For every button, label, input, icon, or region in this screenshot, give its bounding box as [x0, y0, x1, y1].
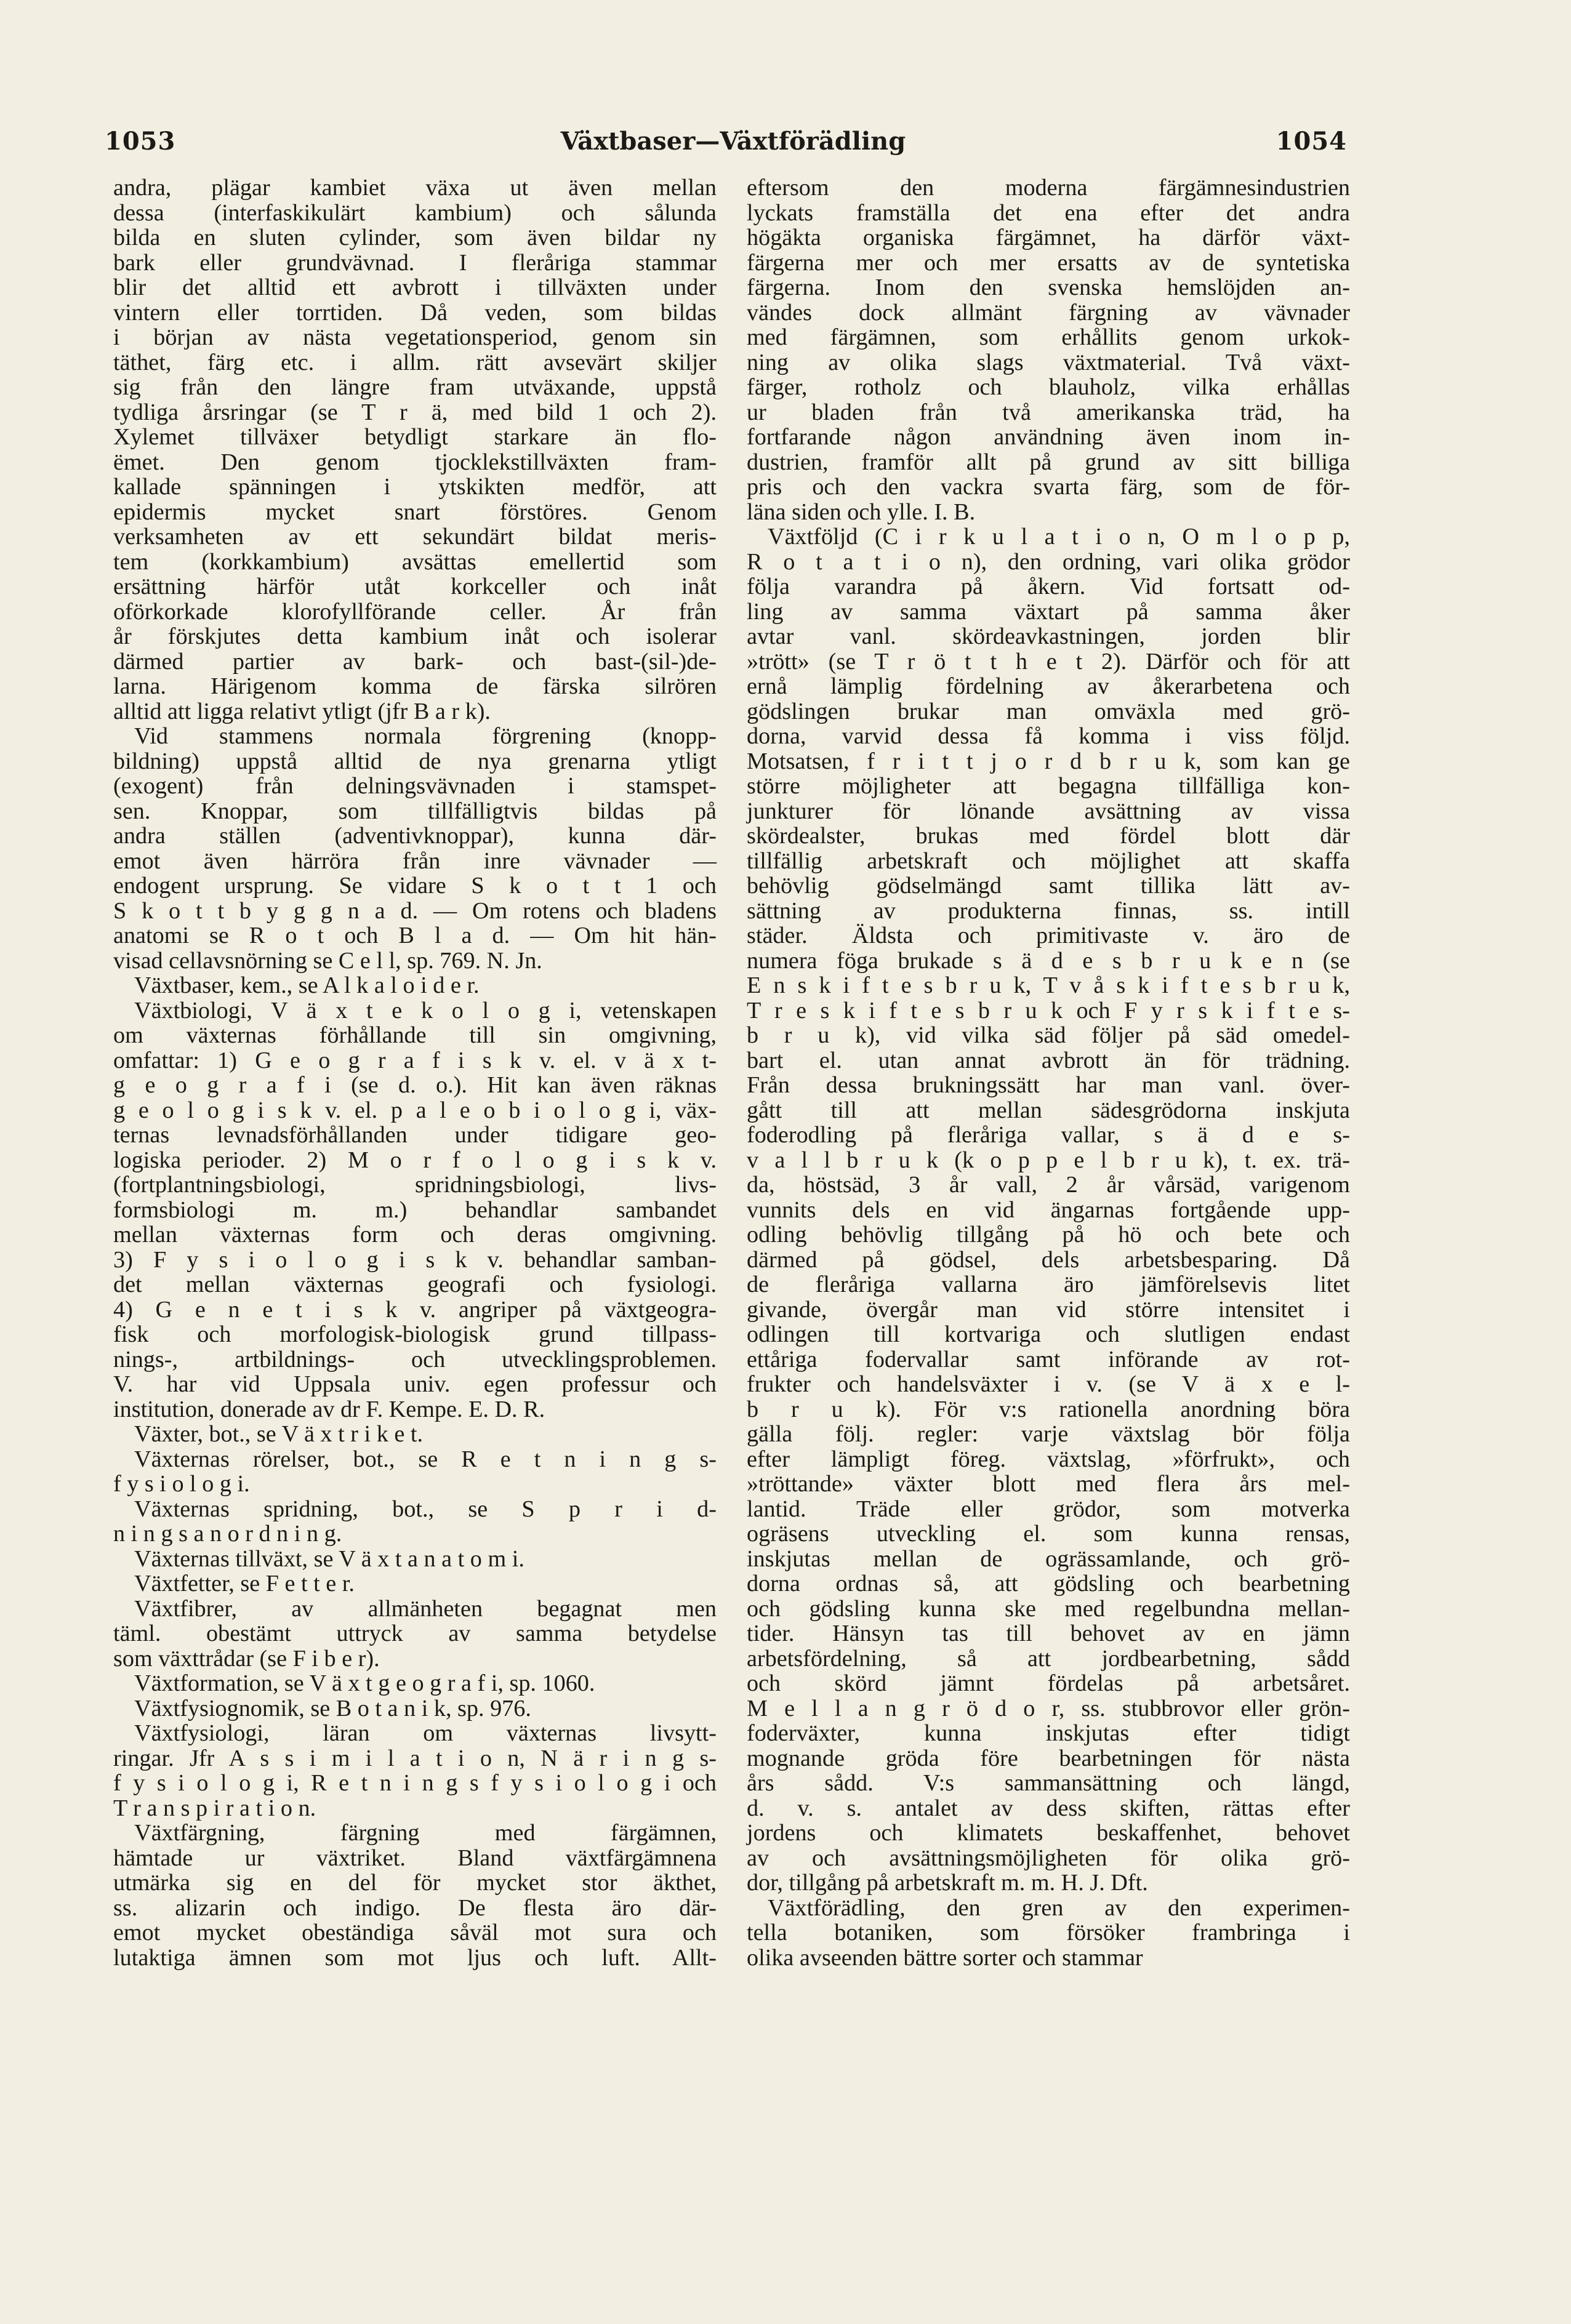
text-line: läna siden och ylle. I. B. [747, 499, 976, 525]
text-line: bart el. utan annat avbrott än för trädning. [747, 1047, 1350, 1073]
text-line: tider. Hänsyn tas till behovet av en jämn [747, 1621, 1350, 1646]
text-line: endogent ursprung. Se vidare S k o t t 1 och [113, 873, 717, 899]
text-line: ning av olika slags växtmaterial. Två växt- [747, 349, 1350, 375]
text-line: inskjutas mellan de ogrässamlande, och grö- [747, 1545, 1350, 1572]
text-line: g e o l o g i s k v. el. p a l e o b i o l o g i, väx- [113, 1097, 717, 1123]
text-line: därmed partier av bark- och bast-(sil-)de- [113, 648, 717, 675]
text-line: »tröttande» växter blott med flera års mel- [747, 1471, 1350, 1497]
text-line: dorna, varvid dessa få komma i viss följd. [747, 723, 1350, 749]
text-line: jordens och klimatets beskaffenhet, behovet [747, 1820, 1350, 1846]
text-line: »trött» (se T r ö t t h e t 2). Därför och för att [747, 648, 1350, 675]
text-line: junkturer för lönande avsättning av vissa [747, 798, 1350, 824]
text-line: hämtade ur växtriket. Bland växtfärgämnena [113, 1845, 717, 1871]
text-line: frukter och handelsväxter i v. (se V ä x e l- [747, 1371, 1350, 1397]
text-line: epidermis mycket snart förstöres. Genom [113, 499, 717, 525]
text-line: Växternas rörelser, bot., se R e t n i n g s- [134, 1446, 717, 1472]
page-number-left: 1053 [105, 127, 176, 156]
text-line: kallade spänningen i ytskikten medför, att [113, 474, 717, 500]
text-line: Växtförädling, den gren av den experimen- [768, 1894, 1350, 1921]
text-line: gödslingen brukar man omväxla med grö- [747, 698, 1350, 724]
text-line: logiska perioder. 2) M o r f o l o g i s k v. [113, 1147, 717, 1173]
text-line: dorna ordnas så, att gödsling och bearbetning [747, 1571, 1350, 1597]
text-line: gått till att mellan sädesgrödorna inskjuta [747, 1097, 1350, 1123]
text-line: E n s k i f t e s b r u k, T v å s k i f t e s b r u k, [747, 972, 1350, 998]
text-line: mognande gröda före bearbetningen för nästa [747, 1745, 1350, 1771]
text-line: därmed på gödsel, dels arbetsbesparing. Då [747, 1246, 1350, 1273]
text-line: fisk och morfologisk-biologisk grund tillpass- [113, 1321, 717, 1347]
text-line: sen. Knoppar, som tillfälligtvis bildas på [113, 798, 717, 824]
text-line: skördealster, brukas med fördel blott där [747, 823, 1350, 849]
text-line: och skörd jämnt fördelas på arbetsåret. [747, 1670, 1350, 1696]
text-line: Växtbiologi, V ä x t e k o l o g i, vetenskapen [134, 997, 717, 1024]
text-line: utmärka sig en del för mycket stor äkthet, [113, 1870, 717, 1896]
text-line: formsbiologi m. m.) behandlar sambandet [113, 1196, 717, 1223]
text-line: dustrien, framför allt på grund av sitt billiga [747, 449, 1350, 475]
text-line: v a l l b r u k (k o p p e l b r u k), t. ex. trä- [747, 1147, 1350, 1173]
text-line: och gödsling kunna ske med regelbundna mellan- [747, 1595, 1350, 1622]
running-head: Växtbaser—Växtförädling [560, 127, 906, 156]
text-line: ringar. Jfr A s s i m i l a t i o n, N ä r i n g s- [113, 1745, 717, 1771]
text-line: ogräsens utveckling el. som kunna rensas, [747, 1521, 1350, 1547]
text-line: bark eller grundvävnad. I fleråriga stammar [113, 249, 717, 276]
text-line: i början av nästa vegetationsperiod, genom sin [113, 324, 717, 350]
text-line: Växter, bot., se V ä x t r i k e t. [134, 1421, 424, 1447]
text-line: Växtfärgning, färgning med färgämnen, [134, 1820, 717, 1846]
text-line: (fortplantningsbiologi, spridningsbiologi, livs- [113, 1172, 717, 1198]
text-line: tillfällig arbetskraft och möjlighet att skaffa [747, 847, 1350, 874]
text-line: nings-, artbildnings- och utvecklingsproblemen. [113, 1346, 717, 1372]
text-line: års sådd. V:s sammansättning och längd, [747, 1770, 1350, 1796]
text-line: odlingen till kortvariga och slutligen endast [747, 1321, 1350, 1347]
text-line: emot även härröra från inre vävnader — [113, 847, 717, 874]
text-line: visad cellavsnörning se C e l l, sp. 769. N. Jn. [113, 947, 542, 974]
text-line: vändes dock allmänt färgning av vävnader [747, 299, 1350, 326]
text-line: Växtfysiognomik, se B o t a n i k, sp. 976. [134, 1695, 531, 1721]
text-line: Växtföljd (C i r k u l a t i o n, O m l o p p, [768, 524, 1350, 550]
text-line: bildning) uppstå alltid de nya grenarna ytligt [113, 748, 717, 774]
text-line: foderväxter, kunna inskjutas efter tidigt [747, 1720, 1350, 1746]
text-line: lutaktiga ämnen som mot ljus och luft. Allt- [113, 1944, 717, 1971]
text-line: gälla följ. regler: varje växtslag bör följa [747, 1421, 1350, 1447]
text-line: ersättning härför utåt korkceller och inåt [113, 574, 717, 599]
text-line: Motsatsen, f r i t t j o r d b r u k, som kan ge [747, 748, 1350, 774]
text-line: ëmet. Den genom tjocklekstillväxten fram- [113, 449, 717, 475]
text-line: M e l l a n g r ö d o r, ss. stubbrovor eller grön- [747, 1695, 1350, 1721]
text-line: avtar vanl. skördeavkastningen, jorden blir [747, 623, 1350, 649]
text-line: foderodling på fleråriga vallar, s ä d e s- [747, 1122, 1350, 1148]
text-line: (exogent) från delningsvävnaden i stamspet- [113, 773, 717, 799]
text-line: n i n g s a n o r d n i n g. [113, 1521, 342, 1547]
text-line: eftersom den moderna färgämnesindustrien [747, 175, 1350, 201]
text-line: år förskjutes detta kambium inåt och isolerar [113, 623, 717, 649]
text-line: ettåriga fodervallar samt införande av rot- [747, 1346, 1350, 1372]
text-line: dessa (interfaskikulärt kambium) och sålunda [113, 199, 717, 226]
text-line: olika avseenden bättre sorter och stammar [747, 1944, 1143, 1971]
text-line: Växtbaser, kem., se A l k a l o i d e r. [134, 972, 480, 998]
text-line: av och avsättningsmöjligheten för olika grö- [747, 1845, 1350, 1871]
text-line: d. v. s. antalet av dess skiften, rättas efter [747, 1795, 1350, 1821]
text-line: fortfarande någon användning även inom in- [747, 424, 1350, 450]
text-line: T r e s k i f t e s b r u k och F y r s k i f t e s- [747, 997, 1350, 1024]
text-line: f y s i o l o g i, R e t n i n g s f y s i o l o g i och [113, 1770, 717, 1796]
text-line: sättning av produkterna finnas, ss. intill [747, 897, 1350, 924]
text-line: som växttrådar (se F i b e r). [113, 1645, 380, 1672]
text-line: efter lämpligt föreg. växtslag, »förfrukt», och [747, 1446, 1350, 1472]
text-line: mellan växternas form och deras omgivning. [113, 1222, 717, 1248]
text-line: Vid stammens normala förgrening (knopp- [134, 723, 717, 749]
text-line: arbetsfördelning, så att jordbearbetning, sådd [747, 1645, 1350, 1672]
text-line: lantid. Träde eller grödor, som motverka [747, 1496, 1350, 1522]
text-line: ur bladen från två amerikanska träd, ha [747, 399, 1350, 425]
text-line: vunnits dels en vid ängarnas fortgående upp- [747, 1196, 1350, 1223]
text-line: städer. Äldsta och primitivaste v. äro de [747, 923, 1350, 948]
text-line: R o t a t i o n), den ordning, vari olika grödor [747, 548, 1350, 575]
text-line: verksamheten av ett sekundärt bildat meris- [113, 524, 717, 550]
text-line: ernå lämplig fördelning av åkerarbetena och [747, 673, 1350, 699]
text-line: omfattar: 1) G e o g r a f i s k v. el. v ä x t- [113, 1047, 717, 1073]
text-line: Växtfibrer, av allmänheten begagnat men [134, 1595, 717, 1622]
text-line: b r u k). För v:s rationella anordning böra [747, 1396, 1350, 1422]
text-line: 3) F y s i o l o g i s k v. behandlar samban- [113, 1246, 717, 1273]
text-line: Växtfysiologi, läran om växternas livsytt- [134, 1720, 717, 1746]
text-line: anatomi se R o t och B l a d. — Om hit hän- [113, 923, 717, 948]
text-line: tydliga årsringar (se T r ä, med bild 1 och 2). [113, 399, 717, 425]
text-line: T r a n s p i r a t i o n. [113, 1795, 316, 1821]
text-line: larna. Härigenom komma de färska silrören [113, 673, 717, 699]
text-line: behövlig gödselmängd samt tillika lätt av- [747, 873, 1350, 899]
text-line: ling av samma växtart på samma åker [747, 598, 1350, 625]
text-line: dor, tillgång på arbetskraft m. m. H. J. Dft. [747, 1870, 1148, 1896]
text-line: det mellan växternas geografi och fysiologi. [113, 1272, 717, 1297]
text-line: andra ställen (adventivknoppar), kunna där- [113, 823, 717, 849]
text-line: större möjligheter att begagna tillfälliga kon- [747, 773, 1350, 799]
text-line: institution, donerade av dr F. Kempe. E. D. R. [113, 1396, 545, 1422]
text-line: följa varandra på åkern. Vid fortsatt od- [747, 574, 1350, 599]
text-line: f y s i o l o g i. [113, 1471, 250, 1497]
text-line: sig från den längre fram utväxande, uppstå [113, 374, 717, 400]
text-line: färgerna. Inom den svenska hemslöjden an- [747, 274, 1350, 300]
text-line: alltid att ligga relativt ytligt (jfr B a r k). [113, 698, 491, 724]
text-line: S k o t t b y g g n a d. — Om rotens och bladens [113, 897, 717, 924]
text-line: vintern eller torrtiden. Då veden, som bildas [113, 299, 717, 326]
text-line: färgerna mer och mer ersatts av de syntetiska [747, 249, 1350, 276]
text-line: Växternas tillväxt, se V ä x t a n a t o m i. [134, 1545, 524, 1572]
text-line: med färgämnen, som erhållits genom urkok- [747, 324, 1350, 350]
text-line: ss. alizarin och indigo. De flesta äro där- [113, 1894, 717, 1921]
text-line: tem (korkkambium) avsättas emellertid som [113, 548, 717, 575]
text-line: da, höstsäd, 3 år vall, 2 år vårsäd, varigenom [747, 1172, 1350, 1198]
text-line: Växternas spridning, bot., se S p r i d- [134, 1496, 717, 1522]
text-line: om växternas förhållande till sin omgivning, [113, 1022, 717, 1048]
text-line: ternas levnadsförhållanden under tidigare geo- [113, 1122, 717, 1148]
right-column [747, 175, 1350, 1970]
left-column [113, 175, 717, 1970]
text-line: g e o g r a f i (se d. o.). Hit kan även räknas [113, 1072, 717, 1098]
page-number-right: 1054 [1276, 127, 1347, 156]
text-line: givande, övergår man vid större intensitet i [747, 1296, 1350, 1323]
text-line: numera föga brukade s ä d e s b r u k e n (se [747, 947, 1350, 974]
text-line: de fleråriga vallarna äro jämförelsevis litet [747, 1272, 1350, 1297]
text-line: blir det alltid ett avbrott i tillväxten under [113, 274, 717, 300]
text-line: bilda en sluten cylinder, som även bildar ny [113, 225, 717, 250]
text-line: emot mycket obeständiga såväl mot sura och [113, 1920, 717, 1945]
text-line: odling behövlig tillgång på hö och bete och [747, 1222, 1350, 1248]
text-line: oförkorkade klorofyllförande celler. År från [113, 598, 717, 625]
page-header [0, 127, 1571, 164]
text-line: pris och den vackra svarta färg, som de för- [747, 474, 1350, 500]
text-line: Xylemet tillväxer betydligt starkare än flo- [113, 424, 717, 450]
text-line: V. har vid Uppsala univ. egen professur och [113, 1371, 717, 1397]
text-line: 4) G e n e t i s k v. angriper på växtgeogra- [113, 1296, 717, 1323]
text-line: täml. obestämt uttryck av samma betydelse [113, 1621, 717, 1646]
text-line: b r u k), vid vilka säd följer på säd omedel- [747, 1022, 1350, 1048]
text-line: högäkta organiska färgämnet, ha därför växt- [747, 225, 1350, 250]
text-line: färger, rotholz och blauholz, vilka erhållas [747, 374, 1350, 400]
text-line: Växtformation, se V ä x t g e o g r a f i, sp. 1060. [134, 1670, 595, 1696]
text-line: andra, plägar kambiet växa ut även mellan [113, 175, 717, 201]
text-line: Växtfetter, se F e t t e r. [134, 1571, 355, 1597]
text-line: täthet, färg etc. i allm. rätt avsevärt skiljer [113, 349, 717, 375]
text-line: Från dessa brukningssätt har man vanl. över- [747, 1072, 1350, 1098]
text-line: lyckats framställa det ena efter det andra [747, 199, 1350, 226]
text-line: tella botaniken, som försöker frambringa i [747, 1920, 1350, 1945]
